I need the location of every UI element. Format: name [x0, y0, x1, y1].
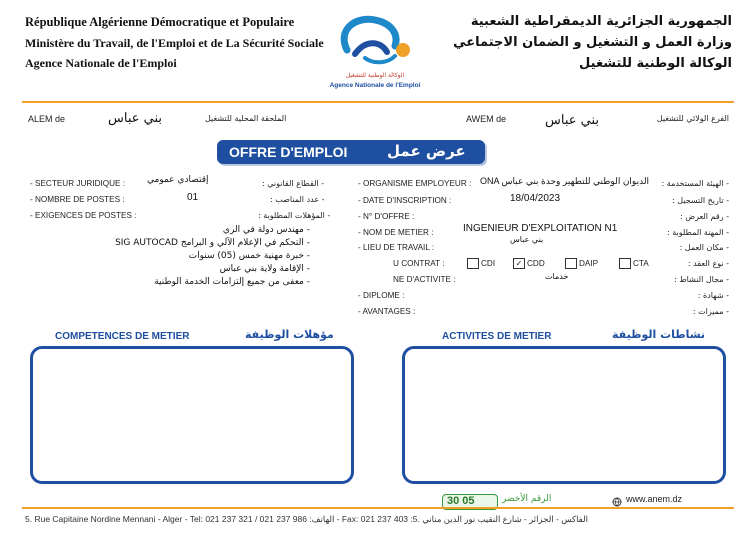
organisme-ar-label: - الهيئة المستخدمة :	[661, 179, 729, 188]
contrat-checkbox-cta[interactable]	[619, 258, 631, 269]
offre-emploi-banner	[217, 140, 485, 164]
exig-item: - خبرة مهنية خمس (05) سنوات	[188, 251, 310, 261]
exigences-label: - EXIGENCES DE POSTES :	[30, 211, 137, 220]
contrat-label: U CONTRAT :	[393, 259, 445, 268]
lieu-label: - LIEU DE TRAVAIL :	[358, 243, 435, 252]
secteur-ar-label: - القطاع القانوني :	[262, 179, 325, 188]
diplome-label: - DIPLOME :	[358, 291, 405, 300]
header-fr-line2: Ministère du Travail, de l'Emploi et de La Sécurité Sociale	[25, 36, 324, 50]
contrat-checkbox-daip[interactable]	[565, 258, 577, 269]
website-link[interactable]: www.anem.dz	[626, 494, 683, 504]
logo-fr-text: Agence Nationale de l'Emploi	[329, 82, 421, 89]
activites-heading-fr: ACTIVITES DE METIER	[442, 331, 552, 342]
metier-label: - NOM DE METIER :	[358, 228, 434, 237]
exig-item: - مهندس دولة في الري	[222, 225, 310, 235]
awem-label: AWEM de	[466, 114, 507, 124]
activites-heading-ar: نشاطات الوظيفة	[612, 328, 706, 341]
avantages-label: - AVANTAGES :	[358, 307, 416, 316]
contrat-checkbox-cdi[interactable]	[467, 258, 479, 269]
offre-ar-label: - رقم العرض :	[680, 212, 729, 221]
web-icon	[612, 494, 622, 504]
anem-logo-icon	[325, 10, 425, 70]
alem-value: بني عباس	[108, 111, 163, 126]
alem-ar-label: الملحقة المحلية للتشغيل	[205, 114, 287, 123]
exig-item: - معفى من جميع إلتزامات الخدمة الوطنية	[154, 277, 310, 287]
alem-label: ALEM de	[28, 114, 66, 124]
organisme-value: ONA الديوان الوطني للتطهير وحدة بني عباس	[480, 176, 650, 186]
competences-heading-ar: مؤهلات الوظيفة	[245, 328, 334, 341]
header-fr-line3: Agence Nationale de l'Emploi	[25, 56, 177, 70]
metier-ar-label: - المهنة المطلوبة :	[666, 228, 729, 237]
header-ar-line1: الجمهورية الجزائرية الديمقراطية الشعبية	[470, 14, 732, 29]
activite-ar-label: - مجال النشاط :	[674, 275, 729, 284]
postes-ar-label: - عدد المناصب :	[270, 195, 325, 204]
footer-divider	[22, 507, 734, 509]
offre-number-label: - N° D'OFFRE :	[358, 212, 415, 221]
header-divider	[22, 101, 734, 103]
metier-value: INGENIEUR D'EXPLOITATION N1	[463, 223, 618, 234]
exigences-ar-label: - المؤهلات المطلوبة :	[258, 211, 331, 220]
contrat-option-cdd: CDD	[527, 259, 545, 268]
logo-ar-text: الوكالة الوطنية للتشغيل	[345, 72, 405, 79]
banner-fr: OFFRE D'EMPLOI	[229, 144, 348, 160]
contrat-option-daip: DAIP	[579, 259, 599, 268]
banner-ar: عرض عمل	[387, 142, 466, 160]
avantages-ar-label: - مميزات :	[692, 307, 729, 316]
activite-value: خدمات	[545, 272, 569, 281]
lieu-ar-label: - مكان العمل :	[679, 243, 729, 252]
secteur-value: إقتصادي عمومي	[147, 175, 209, 185]
lieu-value: بني عباس	[510, 235, 544, 244]
date-inscription-value: 18/04/2023	[510, 193, 561, 204]
activites-box	[402, 346, 726, 484]
exig-item: - الإقامة ولاية بني عباس	[219, 264, 310, 274]
exig-item: - التحكم في الإعلام الآلي و البرامج SIG AUTOCAD	[115, 238, 310, 248]
contrat-option-cdi: CDI	[481, 259, 496, 268]
awem-ar-label: الفرع الولائي للتشغيل	[656, 114, 729, 123]
green-number: 30 05	[447, 495, 475, 507]
competences-box	[30, 346, 354, 484]
organisme-label: - ORGANISME EMPLOYEUR :	[358, 179, 472, 188]
postes-label: - NOMBRE DE POSTES :	[30, 195, 125, 204]
green-number-label: الرقم الأخضر	[502, 494, 552, 504]
diplome-ar-label: - شهادة :	[697, 291, 729, 300]
header-ar-line2: وزارة العمل و التشغيل و الضمان الاجتماعي	[453, 35, 732, 50]
secteur-label: - SECTEUR JURIDIQUE :	[30, 179, 126, 188]
header-ar-line3: الوكالة الوطنية للتشغيل	[579, 56, 732, 71]
contrat-ar-label: - نوع العقد :	[687, 259, 729, 268]
awem-value: بني عباس	[545, 113, 600, 128]
date-ar-label: - تاريخ التسجيل :	[672, 196, 729, 205]
contrat-option-cta: CTA	[633, 259, 649, 268]
anem-logo	[325, 10, 425, 95]
activite-label: NE D'ACTIVITE :	[393, 275, 456, 284]
date-inscription-label: - DATE D'INSCRIPTION :	[358, 196, 452, 205]
header-fr-line1: République Algérienne Démocratique et Populaire	[25, 15, 295, 29]
footer-address: 5. Rue Capitaine Nordine Mennani - Alger - Tel: 021 237 321 / 021 237 986 :الهاتف - Fax: 021 237 403 :الفاكس - الجزائر - شارع النقيب نور الدين مناني .5	[25, 514, 588, 524]
contrat-checkbox-cdd[interactable]: ✓	[513, 258, 525, 269]
postes-value: 01	[187, 192, 199, 203]
competences-heading-fr: COMPETENCES DE METIER	[55, 331, 190, 342]
